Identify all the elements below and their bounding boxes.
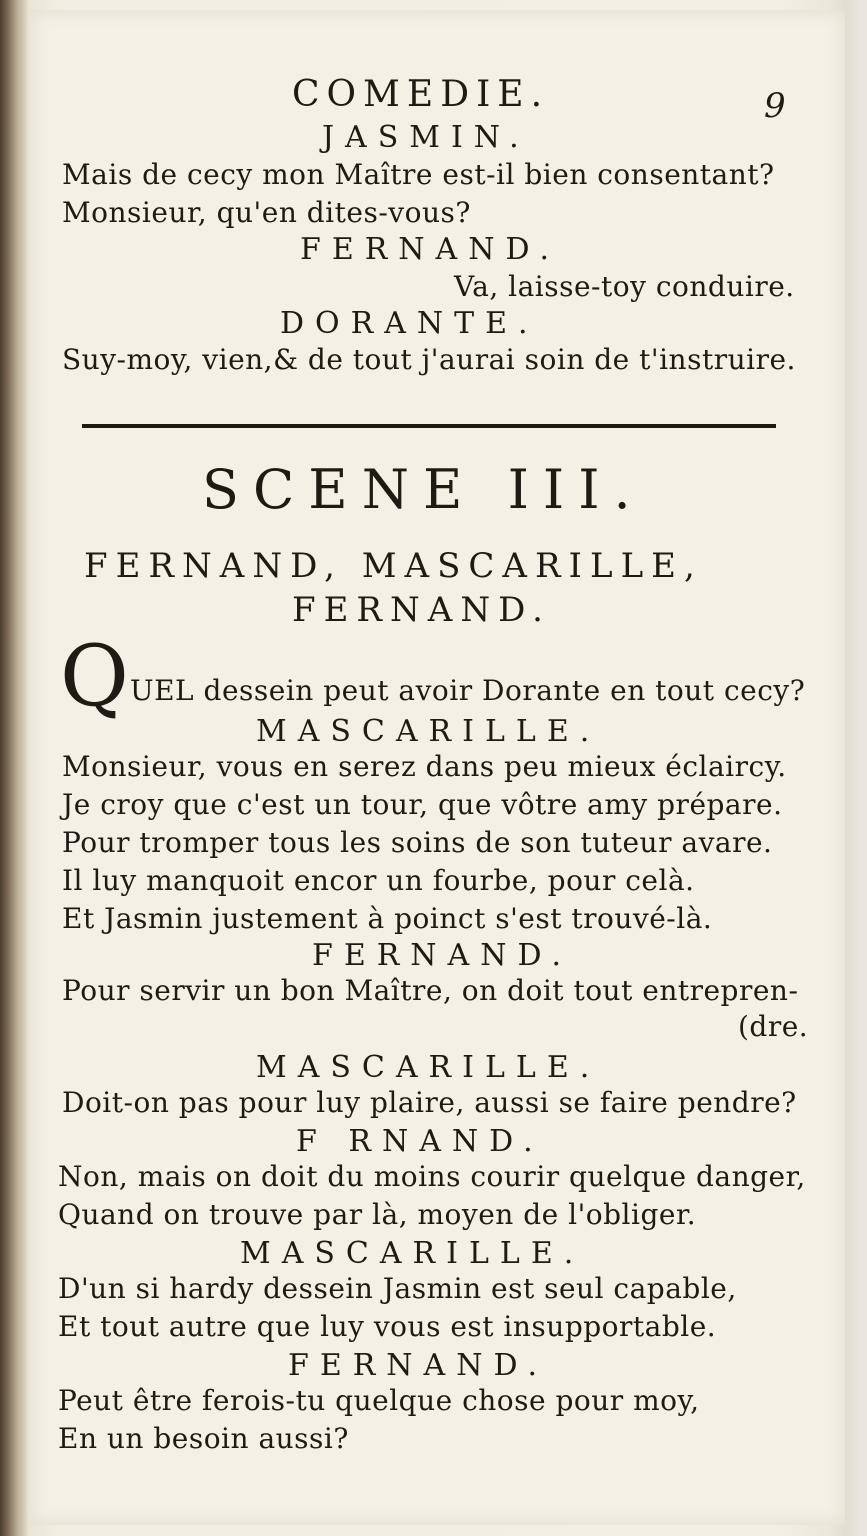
verse-line: Monsieur, vous en serez dans peu mieux éclaircy. (62, 750, 787, 783)
verse-line: Peut être ferois-tu quelque chose pour moy, (58, 1384, 700, 1417)
page-number: 9 (764, 86, 786, 126)
speaker-label: JASMIN. (322, 120, 530, 155)
verse-line: Doit-on pas pour luy plaire, aussi se faire pendre? (62, 1086, 797, 1119)
verse-line: Monsieur, qu'en dites-vous? (62, 196, 471, 229)
verse-line: Je croy que c'est un tour, que vôtre amy prépare. (62, 788, 783, 821)
verse-line: Il luy manquoit encor un fourbe, pour celà. (62, 864, 695, 897)
verse-line: Suy-moy, vien,& de tout j'aurai soin de t'instruire. (62, 343, 796, 376)
speaker-label: F RNAND. (296, 1124, 544, 1159)
verse-line: Et tout autre que luy vous est insupportable. (58, 1310, 717, 1343)
verse-line: Quand on trouve par là, moyen de l'obliger. (58, 1198, 697, 1231)
verse-line: Non, mais on doit du moins courir quelque danger, (58, 1160, 806, 1193)
speaker-label: MASCARILLE. (256, 1050, 601, 1085)
verse-line: Et Jasmin justement à poinct s'est trouvé-là. (62, 902, 713, 935)
speaker-label: DORANTE. (280, 306, 539, 341)
scene-title: SCENE III. (202, 458, 645, 521)
verse-line: D'un si hardy dessein Jasmin est seul capable, (58, 1272, 737, 1305)
speaker-label: FERNAND. (288, 1348, 548, 1383)
verse-line: (dre. (738, 1010, 809, 1043)
verse-line: En un besoin aussi? (58, 1422, 349, 1455)
scene-cast: FERNAND, MASCARILLE, (84, 546, 703, 586)
verse-line: UEL dessein peut avoir Dorante en tout cecy? (130, 674, 806, 707)
section-rule (82, 424, 776, 428)
speaker-label: FERNAND. (300, 232, 560, 267)
speaker-label: FERNAND. (312, 938, 572, 973)
speaker-label: MASCARILLE. (256, 714, 601, 749)
verse-line: Va, laisse-toy conduire. (454, 270, 795, 303)
speaker-label: MASCARILLE. (240, 1236, 585, 1271)
running-head: COMEDIE. (292, 74, 550, 115)
scene-cast: FERNAND. (292, 590, 551, 630)
verse-line: Pour servir un bon Maître, on doit tout entrepren- (62, 974, 799, 1007)
verse-line: Mais de cecy mon Maître est-il bien consentant? (62, 158, 775, 191)
drop-cap: Q (60, 627, 129, 725)
verse-line: Pour tromper tous les soins de son tuteur avare. (62, 826, 773, 859)
book-spine (0, 0, 28, 1536)
